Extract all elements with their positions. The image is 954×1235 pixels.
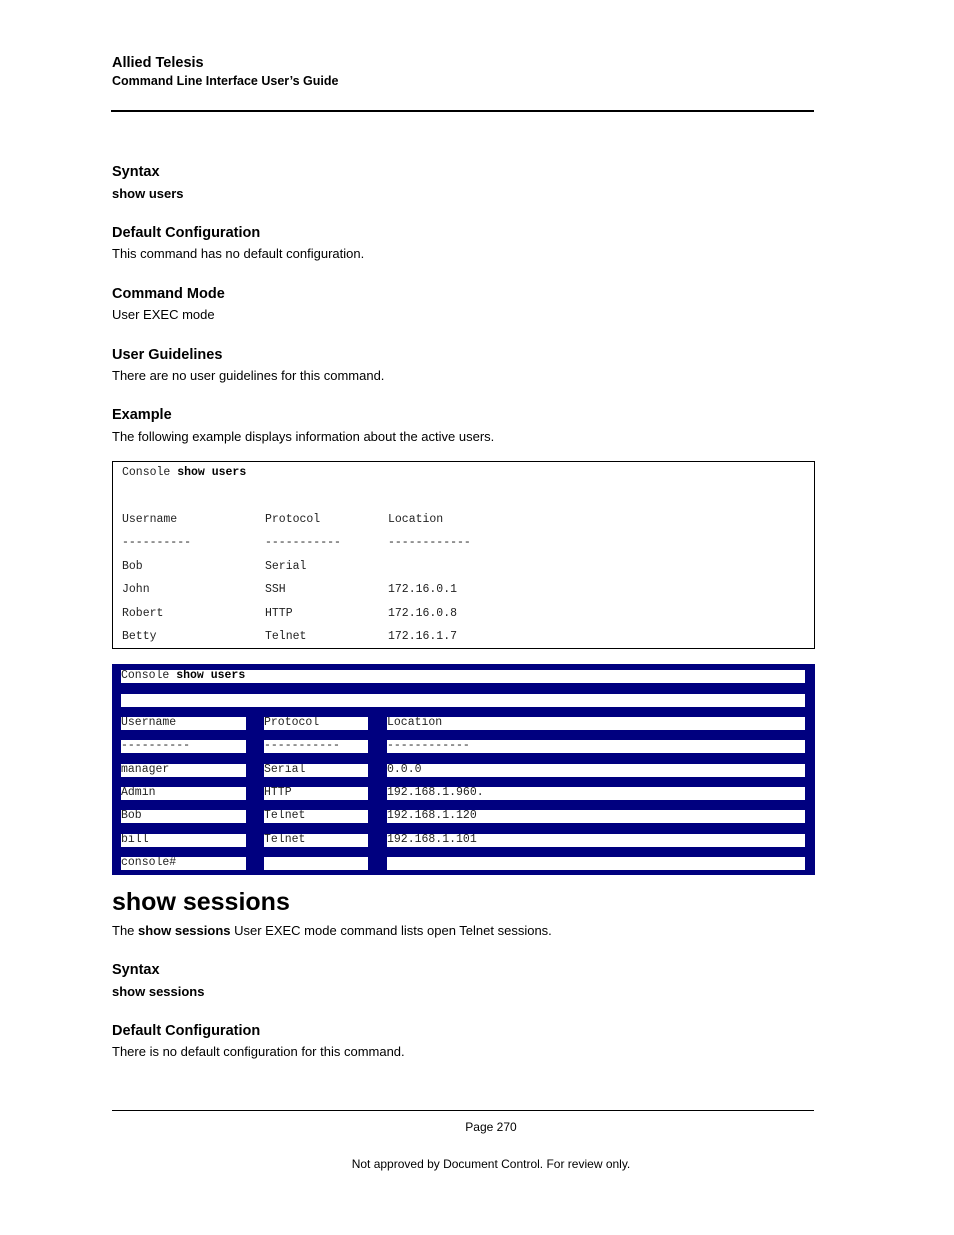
table-cell: Serial	[264, 764, 368, 777]
table-cell: bill	[121, 834, 246, 847]
example-console-table	[112, 664, 815, 875]
dash-separator: -----------	[265, 536, 341, 549]
console-command: show users	[177, 466, 247, 479]
table-cell: Betty	[122, 630, 157, 643]
table-cell: Bob	[121, 810, 246, 823]
table-cell: 172.16.0.1	[388, 583, 458, 596]
default-config-text: There is no default configuration for this command.	[112, 1044, 405, 1059]
table-cell: 0.0.0	[387, 764, 805, 777]
console-command-line	[122, 466, 246, 479]
table-cell: manager	[121, 764, 246, 777]
table-cell: Robert	[122, 607, 164, 620]
command-mode-heading: Command Mode	[112, 286, 225, 302]
col-header-username: Username	[121, 717, 246, 730]
table-cell: 192.168.1.960.	[387, 787, 805, 800]
syntax-command: show sessions	[112, 984, 205, 999]
table-cell: HTTP	[265, 607, 293, 620]
table-cell	[387, 857, 805, 870]
console-prompt: Console	[121, 670, 170, 682]
header-divider	[111, 110, 814, 112]
example-console-box	[112, 461, 815, 649]
default-config-heading: Default Configuration	[112, 1023, 261, 1039]
table-cell: SSH	[265, 583, 286, 596]
review-note: Not approved by Document Control. For review only.	[351, 1157, 631, 1171]
example-text: The following example displays information about the active users.	[112, 429, 495, 444]
footer-divider	[112, 1110, 814, 1111]
company-name: Allied Telesis	[112, 55, 204, 71]
table-cell: console#	[121, 857, 246, 870]
intro-pre: The	[112, 923, 139, 938]
table-cell: 172.16.0.8	[388, 607, 458, 620]
syntax-heading: Syntax	[112, 164, 160, 180]
table-row-empty	[121, 694, 805, 707]
default-config-heading: Default Configuration	[112, 225, 261, 241]
console-command-line	[121, 670, 805, 683]
command-mode-text: User EXEC mode	[112, 307, 215, 322]
page-number: Page 270	[465, 1120, 517, 1134]
col-header-username: Username	[122, 513, 178, 526]
table-cell: 172.16.1.7	[388, 630, 458, 643]
example-heading: Example	[112, 407, 172, 423]
guide-title: Command Line Interface User’s Guide	[112, 74, 339, 88]
col-header-protocol: Protocol	[265, 513, 321, 526]
dash-separator: ----------	[122, 536, 192, 549]
table-cell: Admin	[121, 787, 246, 800]
table-cell: John	[122, 583, 150, 596]
section-intro	[112, 923, 552, 938]
table-cell: Telnet	[264, 834, 368, 847]
dash-separator: ------------	[388, 536, 471, 549]
table-cell	[264, 857, 368, 870]
table-cell: Telnet	[265, 630, 307, 643]
intro-command: show sessions	[138, 923, 231, 938]
table-cell: Bob	[122, 560, 143, 573]
syntax-heading: Syntax	[112, 962, 160, 978]
dash-separator: -----------	[264, 740, 368, 753]
console-command: show users	[176, 670, 246, 682]
table-cell: Serial	[265, 560, 307, 573]
syntax-command: show users	[112, 186, 184, 201]
dash-separator: ----------	[121, 740, 246, 753]
table-cell: HTTP	[264, 787, 368, 800]
table-cell: 192.168.1.101	[387, 834, 805, 847]
col-header-location: Location	[387, 717, 805, 730]
console-prompt: Console	[122, 466, 171, 479]
table-cell: Telnet	[264, 810, 368, 823]
table-cell: 192.168.1.120	[387, 810, 805, 823]
user-guidelines-heading: User Guidelines	[112, 347, 223, 363]
col-header-protocol: Protocol	[264, 717, 368, 730]
section-title: show sessions	[112, 888, 290, 916]
dash-separator: ------------	[387, 740, 805, 753]
default-config-text: This command has no default configuration.	[112, 246, 365, 261]
col-header-location: Location	[388, 513, 444, 526]
user-guidelines-text: There are no user guidelines for this command.	[112, 368, 385, 383]
intro-post: User EXEC mode command lists open Telnet sessions.	[230, 923, 552, 938]
